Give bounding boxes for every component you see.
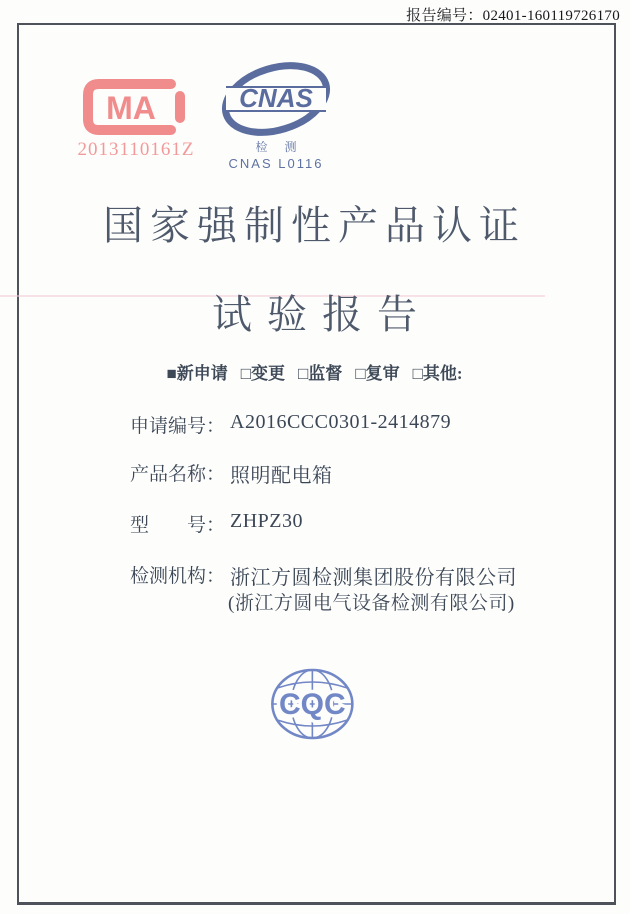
report-number-label: 报告编号：: [406, 8, 483, 24]
field-value: A2016CCC0301-2414879: [230, 411, 452, 433]
field-label: 检测机构：: [130, 566, 226, 587]
cma-icon: [83, 78, 189, 136]
cnas-caption-jiance: 检 测: [255, 140, 304, 154]
cnas-icon: [218, 62, 334, 136]
field-label: 申请编号：: [130, 416, 226, 437]
cma-cert-number: 2013110161Z: [77, 139, 195, 160]
field-testing-organization: [130, 561, 517, 590]
field-testing-organization-line2: (浙江方圆电气设备检测有限公司): [228, 593, 515, 614]
svg-text:MA: MA: [106, 90, 156, 126]
svg-text:CNAS: CNAS: [239, 83, 313, 113]
checkbox-new-application: ■新申请: [166, 364, 228, 383]
checkbox-review: □复审: [355, 364, 400, 383]
field-value: 照明配电箱: [230, 465, 333, 487]
cnas-accreditation-number: CNAS L0116: [228, 156, 324, 171]
svg-text:CQC: CQC: [279, 688, 346, 721]
report-number-value: 02401-160119726170: [482, 8, 620, 24]
cqc-logo-block: [268, 666, 356, 747]
checkbox-change: □变更: [240, 364, 286, 383]
field-product-name: [130, 459, 333, 488]
document-title: 国家强制性产品认证: [103, 203, 526, 248]
field-label: 型 号：: [130, 515, 226, 536]
field-application-number: [130, 411, 451, 438]
field-model: [130, 510, 303, 537]
checkbox-supervision: □监督: [298, 364, 343, 383]
field-label: 产品名称：: [130, 464, 226, 485]
field-value: 浙江方圆检测集团股份有限公司: [230, 567, 517, 589]
document-subtitle: 试验报告: [212, 292, 432, 337]
application-type-row: [17, 359, 612, 384]
cnas-logo-block: [216, 62, 336, 171]
cqc-icon: [268, 666, 356, 742]
checkbox-other: □其他:: [412, 364, 463, 383]
report-number: [406, 4, 620, 25]
field-value: ZHPZ30: [230, 510, 303, 532]
cma-logo-block: [66, 78, 206, 161]
